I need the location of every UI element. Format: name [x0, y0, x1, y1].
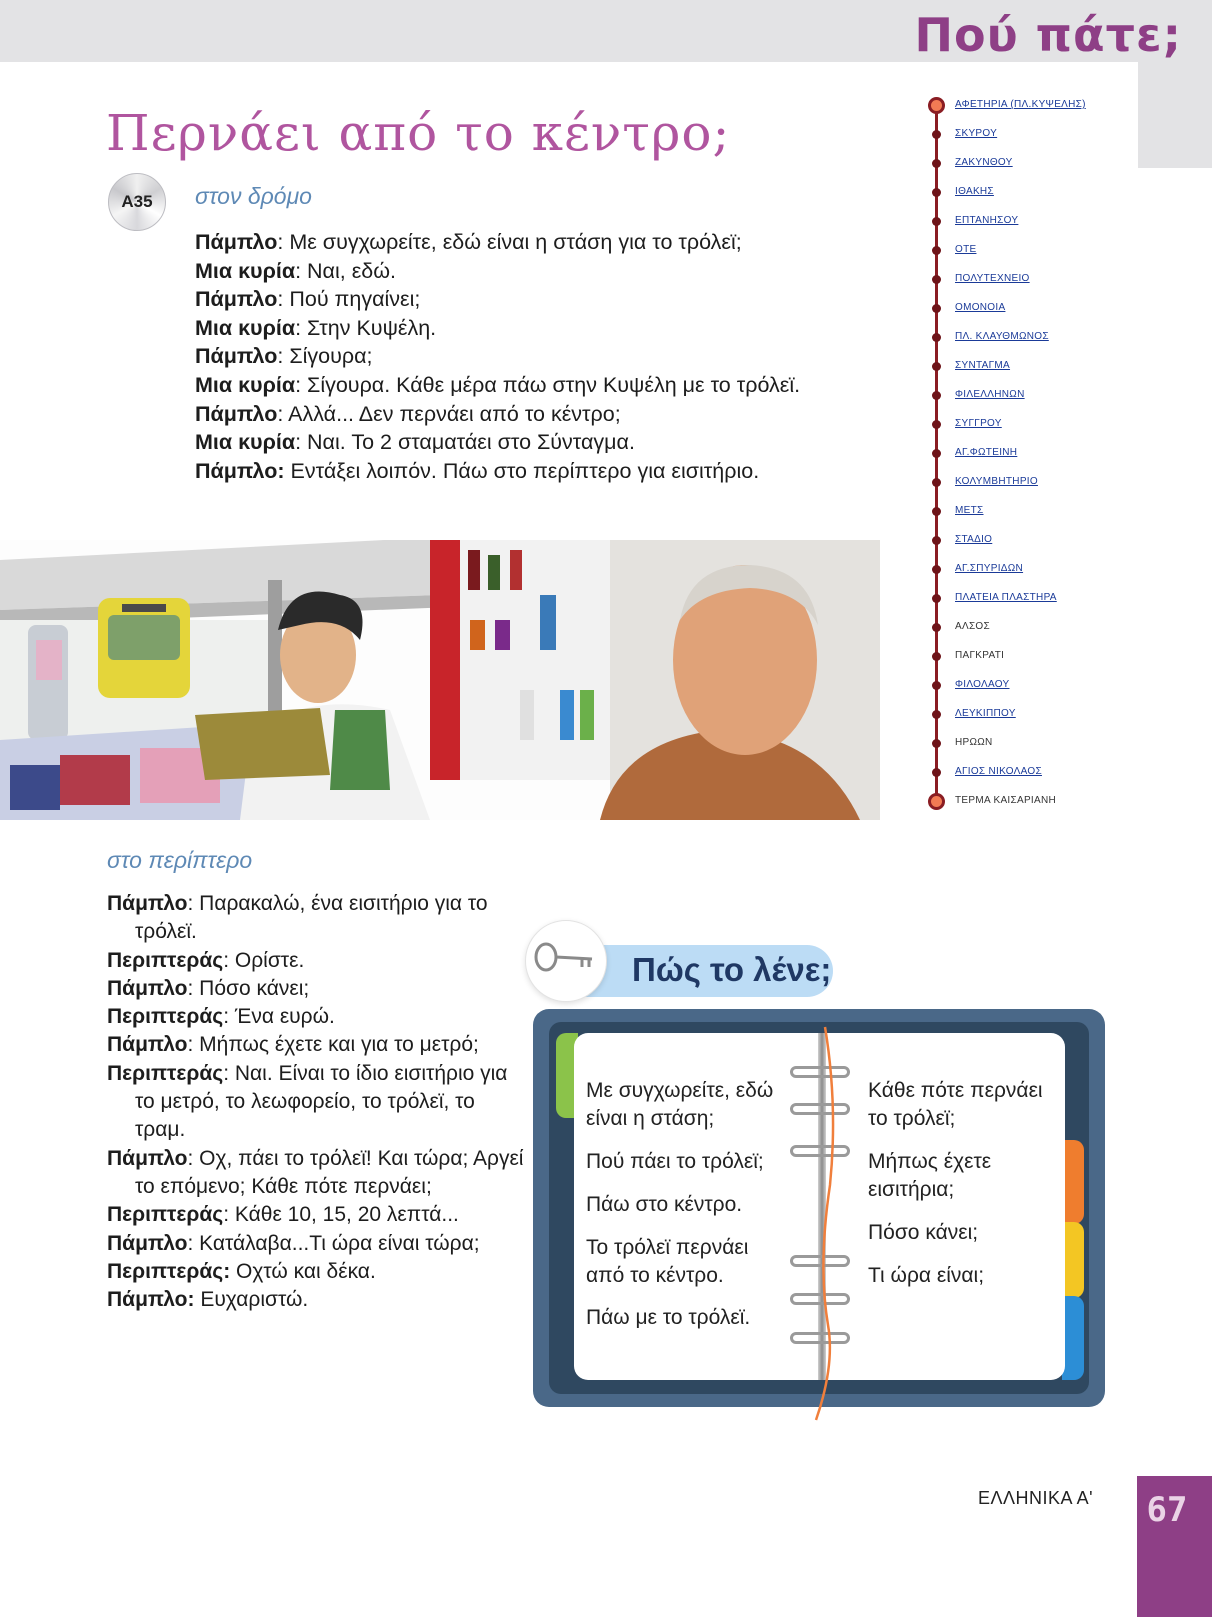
book-label: ΕΛΛΗΝΙΚΑ Α' [978, 1488, 1094, 1508]
bookmark-tab-blue [1062, 1296, 1084, 1380]
dialogue-line [107, 1286, 527, 1314]
speaker: Περιπτεράς [107, 1061, 224, 1085]
speaker: Πάμπλο [107, 976, 188, 1000]
phrase-left-5: Πάω με το τρόλεϊ. [586, 1306, 751, 1329]
trolley-sign [122, 604, 166, 612]
utterance: Πού πηγαίνει; [289, 287, 421, 312]
ticket-bundle [195, 708, 330, 780]
utterance: Κάθε 10, 15, 20 λεπτά... [234, 1203, 459, 1227]
bottle [540, 595, 556, 650]
dialogue-kiosk [107, 890, 527, 1314]
route-stop-dot [928, 97, 945, 114]
dialogue-line: Πάμπλο: Μήπως έχετε και για το μετρό; [107, 1033, 479, 1057]
magazine-blue [10, 765, 60, 810]
phrase-left-1: Με συγχωρείτε, εδώ είναι η στάση; [586, 1079, 774, 1130]
dialogue-line: Περιπτεράς: Κάθε 10, 15, 20 λεπτά... [107, 1203, 459, 1227]
route-stop-label[interactable]: ΟΤΕ [955, 244, 977, 255]
cd-icon[interactable] [108, 173, 166, 231]
phrase-right-4: Τι ώρα είναι; [868, 1264, 985, 1287]
speaker: Πάμπλο [107, 1146, 188, 1170]
route-stop-label[interactable]: ΟΜΟΝΟΙΑ [955, 302, 1006, 313]
dialogue-line [195, 457, 895, 486]
route-stop-label: ΤΕΡΜΑ ΚΑΙΣΑΡΙΑΝΗ [955, 795, 1057, 806]
cd-track-label: A35 [121, 192, 153, 211]
speaker: Πάμπλο [195, 230, 278, 254]
dialogue-line: Πάμπλο: Οχ, πάει το τρόλεϊ! Και τώρα; Αργεί το επόμενο; Κάθε πότε περνάει; [107, 1146, 524, 1198]
bottle [510, 550, 522, 590]
utterance: Ναι. Είναι το ίδιο εισιτήριο για το μετρό, το λεωφορείο, το τρόλεϊ, το τραμ. [135, 1061, 508, 1142]
speaker: Μια κυρία [195, 372, 296, 397]
dialogue-line: Πάμπλο: Κατάλαβα...Τι ώρα είναι τώρα; [107, 1231, 480, 1255]
speaker: Πάμπλο [107, 892, 188, 915]
bookmark-tab-yellow [1062, 1222, 1084, 1298]
route-stop-label[interactable]: ΑΓΙΟΣ ΝΙΚΟΛΑΟΣ [955, 766, 1042, 777]
phrases-title: Πώς το λένε; [632, 951, 832, 988]
dialogue-line: Μια κυρία: Ναι, εδώ. [195, 258, 397, 283]
young-man-vest [330, 710, 390, 790]
route-stop-label[interactable]: ΠΛΑΤΕΙΑ ΠΛΑΣΤΗΡΑ [955, 592, 1057, 603]
speaker: Πάμπλο [107, 1033, 188, 1057]
route-stop-label[interactable]: ΦΙΛΟΛΑΟΥ [955, 679, 1010, 690]
route-stop-dot [932, 681, 941, 690]
route-stop-label[interactable]: ΕΠΤΑΝΗΣΟΥ [955, 215, 1019, 226]
speaker: Περιπτεράς [107, 1005, 224, 1029]
utterance: Ένα ευρώ. [234, 1005, 335, 1029]
route-stop-label[interactable]: ΑΦΕΤΗΡΙΑ (ΠΛ.ΚΥΨΕΛΗΣ) [955, 99, 1086, 110]
bottle [495, 620, 510, 650]
route-stop-label[interactable]: ΖΑΚΥΝΘΟΥ [955, 157, 1013, 168]
dialogue-line: Μια κυρία: Στην Κυψέλη. [195, 315, 437, 340]
kiosk-scene-drawing [0, 540, 880, 820]
route-stop-dot [932, 304, 941, 313]
route-stop-dot [932, 739, 941, 748]
route-stop-dot [932, 710, 941, 719]
route-stop-label[interactable]: ΣΤΑΔΙΟ [955, 534, 993, 545]
route-stop-dot [932, 507, 941, 516]
bottle [488, 555, 500, 590]
magazine-red [60, 755, 130, 805]
utterance: Ευχαριστώ. [200, 1288, 309, 1312]
speaker: Πάμπλο [195, 401, 278, 426]
bottle [468, 550, 480, 590]
fridge-door [430, 540, 460, 780]
dialogue-line: Πάμπλο: Πόσο κάνει; [107, 976, 310, 1000]
utterance: Σίγουρα; [289, 344, 373, 369]
key-icon-badge [525, 920, 607, 1002]
trolley-route-map [920, 94, 1140, 814]
bottle [520, 690, 534, 740]
route-stop-label[interactable]: ΠΟΛΥΤΕΧΝΕΙΟ [955, 273, 1030, 284]
speaker: Περιπτεράς [107, 948, 224, 972]
route-stop-dot [932, 478, 941, 487]
speaker: Μια κυρία [195, 315, 296, 340]
utterance: Στην Κυψέλη. [307, 315, 437, 340]
route-stop-dot [932, 275, 941, 284]
kiosk-illustration [0, 540, 880, 820]
utterance: Σίγουρα. Κάθε μέρα πάω στην Κυψέλη με το τρόλεϊ. [307, 372, 801, 397]
route-stop-label[interactable]: ΑΓ.ΦΩΤΕΙΝΗ [955, 447, 1018, 458]
route-stop-label[interactable]: ΦΙΛΕΛΛΗΝΩΝ [955, 389, 1025, 400]
route-stop-label: ΑΛΣΟΣ [955, 621, 990, 632]
dialogue-line: Περιπτεράς: Ναι. Είναι το ίδιο εισιτήριο για το μετρό, το λεωφορείο, το τρόλεϊ, το τραμ. [107, 1061, 508, 1142]
dialogue-line: Πάμπλο: Παρακαλώ, ένα εισιτήριο για το τρόλεϊ. [107, 892, 488, 944]
bookmark-ribbon [810, 1025, 850, 1425]
dialogue-line: Περιπτεράς: Ορίστε. [107, 948, 305, 972]
dialogue-line: Μια κυρία: Ναι. Το 2 σταματάει στο Σύνταγμα. [195, 430, 635, 455]
route-stop-label[interactable]: ΚΟΛΥΜΒΗΤΗΡΙΟ [955, 476, 1038, 487]
speaker: Πάμπλο [195, 287, 278, 312]
phrase-right-1: Κάθε πότε περνάει το τρόλεϊ; [868, 1079, 1043, 1130]
utterance: Μήπως έχετε και για το μετρό; [199, 1033, 479, 1057]
route-stop-label[interactable]: ΙΘΑΚΗΣ [955, 186, 994, 197]
trolley-window [108, 615, 180, 660]
route-stop-dot [932, 652, 941, 661]
bottle [470, 620, 485, 650]
speaker: Μια κυρία [195, 430, 296, 455]
page-number: 67 [1146, 1490, 1188, 1530]
chapter-title: Πού πάτε; [914, 8, 1182, 62]
speaker: Πάμπλο [107, 1231, 188, 1255]
dialogue-line: Περιπτεράς: Ένα ευρώ. [107, 1005, 335, 1029]
dialogue-street [195, 228, 895, 485]
dialogue-line: Πάμπλο: Σίγουρα; [195, 344, 373, 369]
route-stop-dot [928, 793, 945, 810]
route-stop-dot [932, 130, 941, 139]
speaker: Πάμπλο [195, 344, 278, 369]
utterance: Εντάξει λοιπόν. Πάω στο περίπτερο για εισιτήριο. [290, 458, 760, 483]
phrase-right-3: Πόσο κάνει; [868, 1221, 979, 1244]
bus-stop-poster [36, 640, 62, 680]
phrase-right-2: Μήπως έχετε εισιτήρια; [868, 1150, 992, 1201]
utterance: Ναι. Το 2 σταματάει στο Σύνταγμα. [307, 430, 635, 455]
route-stop-dot [932, 217, 941, 226]
route-stop-label: ΗΡΩΩΝ [955, 737, 993, 748]
utterance: Οχ, πάει το τρόλεϊ! Και τώρα; Αργεί το επόμενο; Κάθε πότε περνάει; [135, 1146, 524, 1198]
speaker: Πάμπλο: [107, 1288, 195, 1312]
route-stop-label[interactable]: ΣΚΥΡΟΥ [955, 128, 998, 139]
route-stop-label[interactable]: ΠΛ. ΚΛΑΥΘΜΩΝΟΣ [955, 331, 1049, 342]
dialogue-line [107, 1258, 527, 1286]
route-stop-label[interactable]: ΣΥΓΓΡΟΥ [955, 418, 1002, 429]
route-stop-dot [932, 594, 941, 603]
route-stop-dot [932, 565, 941, 574]
bottle [560, 690, 574, 740]
utterance: Ναι, εδώ. [307, 258, 397, 283]
header-side-band [1138, 62, 1212, 168]
bottle [580, 690, 594, 740]
bookmark-tab-orange [1062, 1140, 1084, 1224]
route-stop-dot [932, 188, 941, 197]
utterance: Με συγχωρείτε, εδώ είναι η στάση για το τρόλεϊ; [289, 230, 742, 254]
phrase-left-2: Πού πάει το τρόλεϊ; [586, 1150, 764, 1173]
route-stop-dot [932, 391, 941, 400]
speaker: Περιπτεράς [107, 1203, 224, 1227]
phrase-left-3: Πάω στο κέντρο. [586, 1193, 743, 1216]
phrase-left-4: Το τρόλεϊ περνάει από το κέντρο. [586, 1236, 749, 1287]
route-stop-dot [932, 768, 941, 777]
section-heading-street: στον δρόμο [195, 183, 312, 209]
dialogue-line: Πάμπλο: Πού πηγαίνει; [195, 287, 421, 312]
dialogue-line: Πάμπλο: Αλλά... Δεν περνάει από το κέντρο; [195, 401, 621, 426]
utterance: Κατάλαβα...Τι ώρα είναι τώρα; [199, 1231, 480, 1255]
route-stop-label[interactable]: ΣΥΝΤΑΓΜΑ [955, 360, 1011, 371]
route-stop-dot [932, 420, 941, 429]
route-stop-dot [932, 536, 941, 545]
speaker: Περιπτεράς: [107, 1259, 231, 1283]
section-heading-kiosk: στο περίπτερο [107, 847, 253, 873]
route-stop-dot [932, 623, 941, 632]
route-stop-dot [932, 362, 941, 371]
route-stop-dot [932, 246, 941, 255]
route-stop-dot [932, 159, 941, 168]
speaker: Πάμπλο: [195, 458, 285, 483]
route-stop-label[interactable]: ΛΕΥΚΙΠΠΟΥ [955, 708, 1016, 719]
dialogue-line: Πάμπλο: Με συγχωρείτε, εδώ είναι η στάση για το τρόλεϊ; [195, 230, 742, 254]
utterance: Παρακαλώ, ένα εισιτήριο για το τρόλεϊ. [135, 892, 488, 944]
route-stop-dot [932, 449, 941, 458]
lesson-title: Περνάει από το κέντρο; [106, 104, 731, 162]
utterance: Αλλά... Δεν περνάει από το κέντρο; [288, 401, 621, 426]
utterance: Πόσο κάνει; [199, 976, 310, 1000]
key-icon [526, 921, 608, 1003]
speaker: Μια κυρία [195, 258, 296, 283]
route-stop-label: ΠΑΓΚΡΑΤΙ [955, 650, 1005, 661]
utterance: Ορίστε. [234, 948, 305, 972]
route-stop-label[interactable]: ΑΓ.ΣΠΥΡΙΔΩΝ [955, 563, 1024, 574]
utterance: Οχτώ και δέκα. [236, 1259, 376, 1283]
route-stop-label[interactable]: ΜΕΤΣ [955, 505, 984, 516]
dialogue-line: Μια κυρία: Σίγουρα. Κάθε μέρα πάω στην Κυψέλη με το τρόλεϊ. [195, 372, 801, 397]
route-stop-dot [932, 333, 941, 342]
